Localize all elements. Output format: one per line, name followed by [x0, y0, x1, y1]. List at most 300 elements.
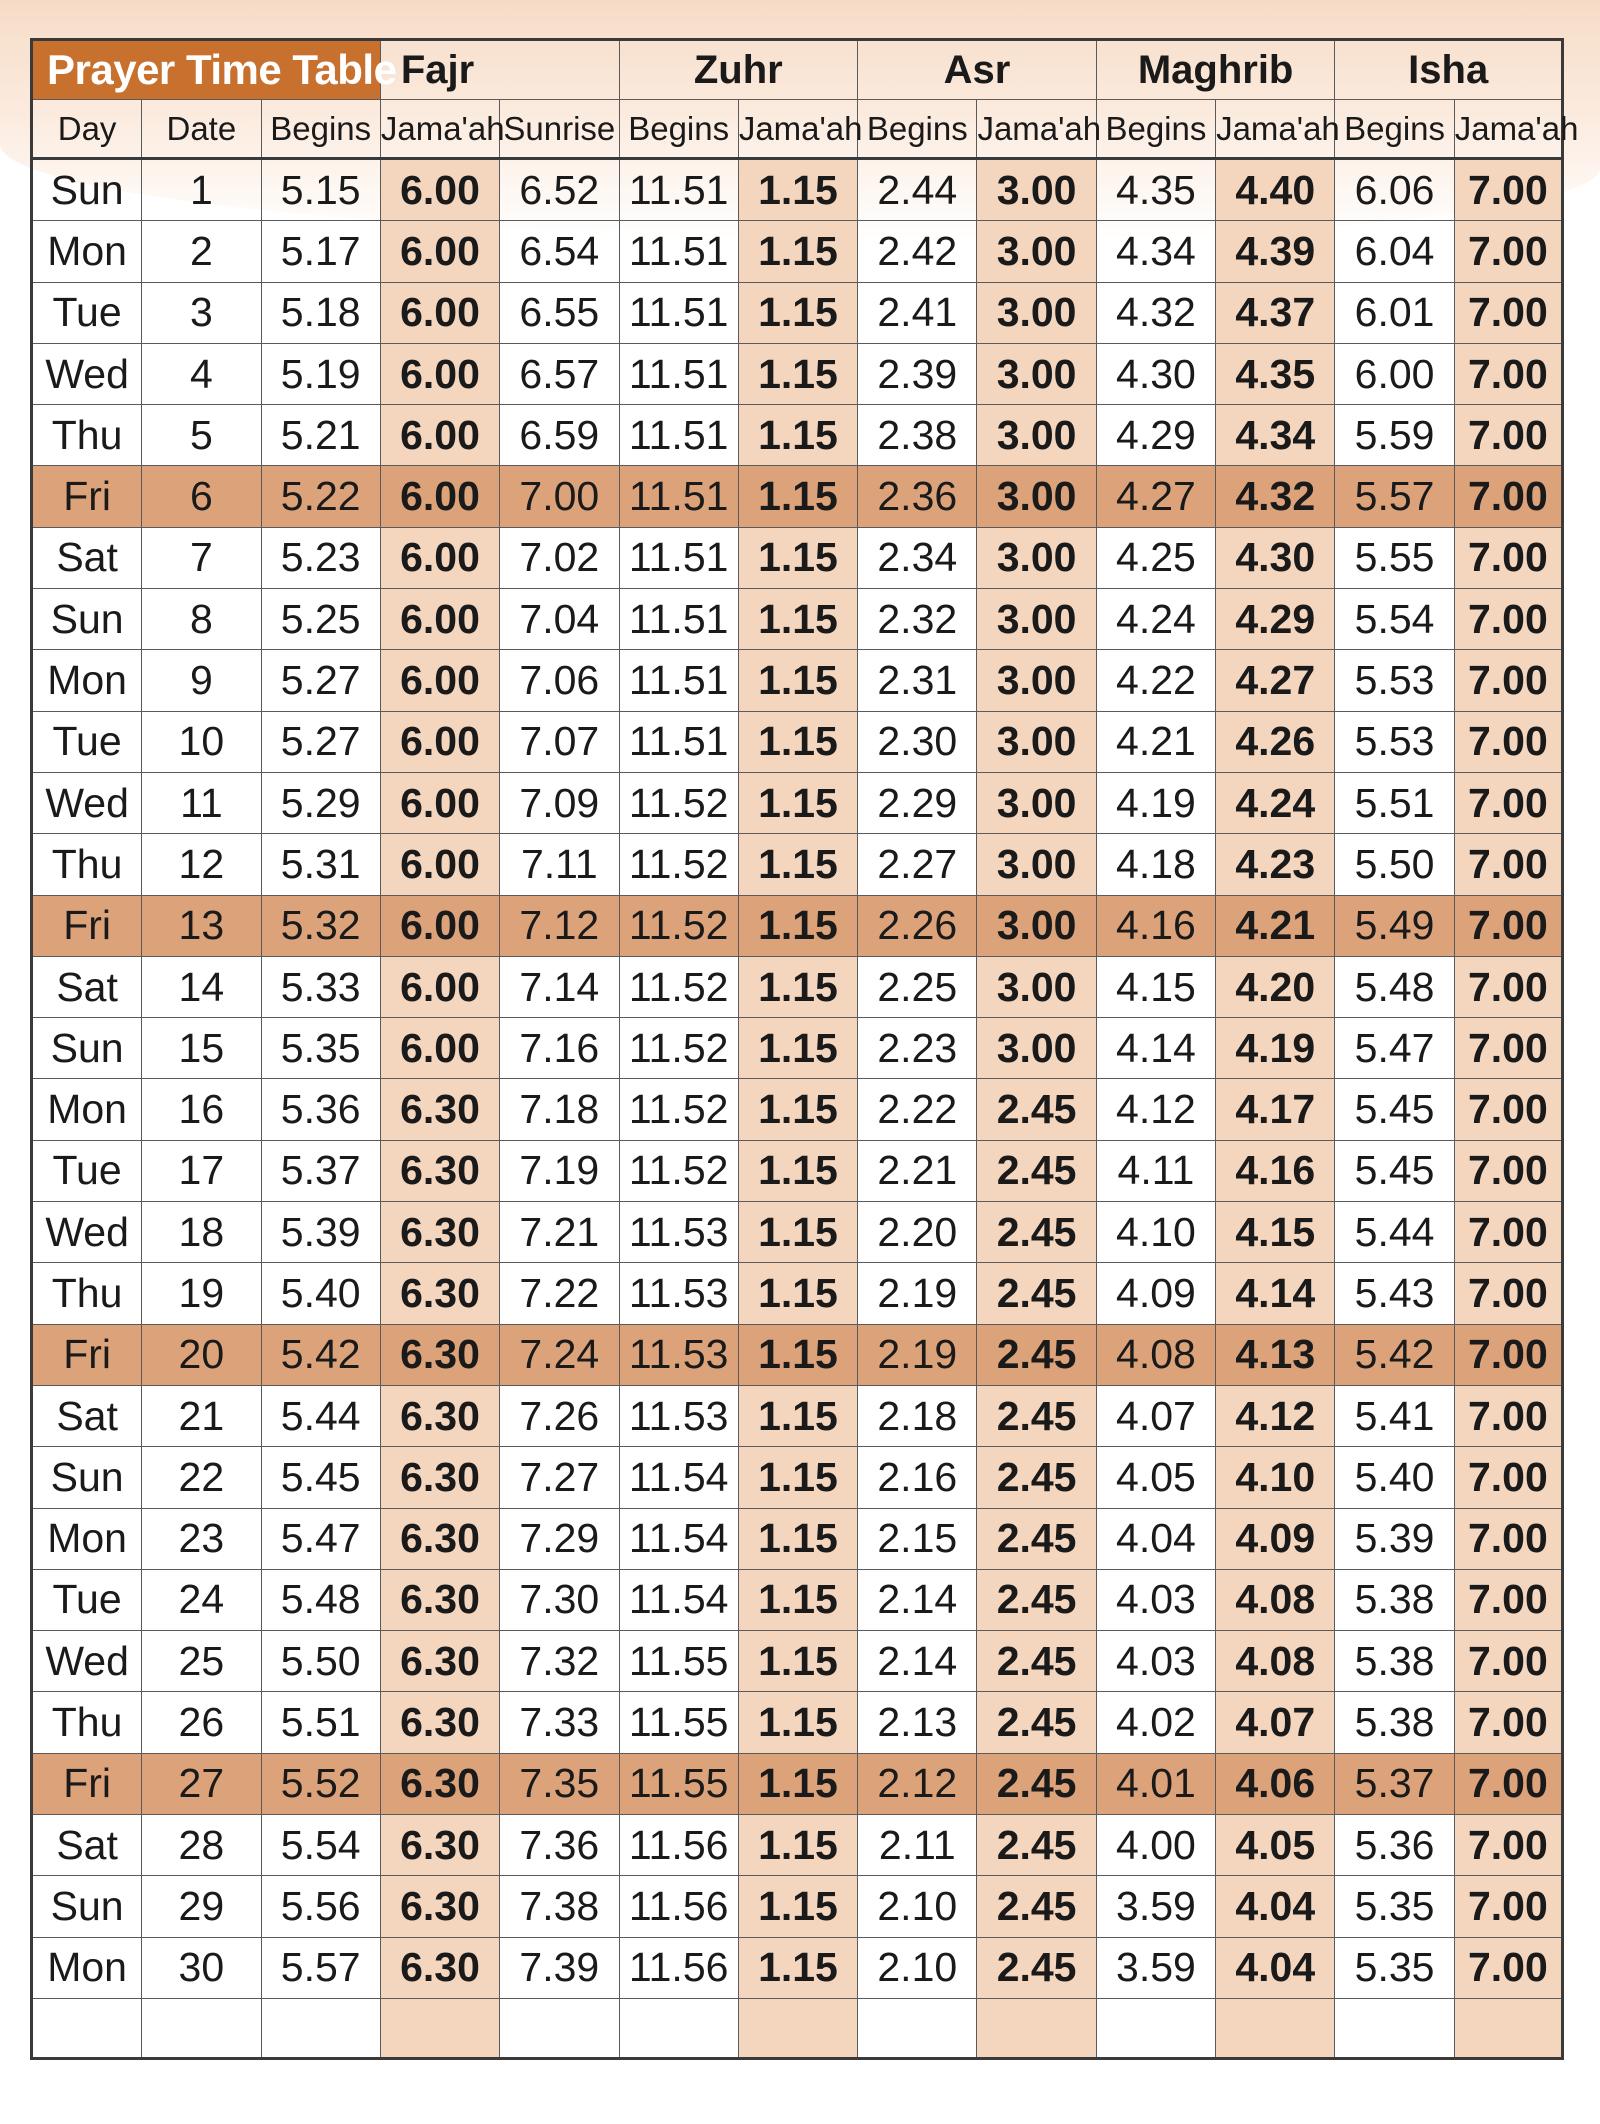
cell-fajr-begins: 5.15: [261, 159, 380, 221]
cell-fajr-begins: 5.27: [261, 650, 380, 711]
cell-fajr-jamaah: 6.00: [380, 527, 499, 588]
cell-maghrib-jamaah: 4.39: [1216, 221, 1335, 282]
cell-asr-begins: 2.15: [858, 1508, 977, 1569]
cell-sunrise: 7.38: [500, 1876, 619, 1937]
cell-asr-begins: 2.22: [858, 1079, 977, 1140]
cell-maghrib-jamaah: 4.12: [1216, 1385, 1335, 1446]
cell-maghrib-jamaah: 4.26: [1216, 711, 1335, 772]
cell-asr-begins: 2.23: [858, 1018, 977, 1079]
cell-zuhr-begins: 11.54: [619, 1508, 738, 1569]
cell-zuhr-begins: 11.56: [619, 1937, 738, 1998]
cell-zuhr-begins: 11.51: [619, 527, 738, 588]
cell-sunrise: 7.07: [500, 711, 619, 772]
cell-fajr-jamaah: 6.00: [380, 772, 499, 833]
table-row: [32, 159, 1563, 221]
cell-date: 9: [142, 650, 261, 711]
cell-day: Thu: [32, 405, 142, 466]
cell-zuhr-begins: 11.56: [619, 1876, 738, 1937]
cell-day: Tue: [32, 1569, 142, 1630]
cell-zuhr-begins: 11.52: [619, 895, 738, 956]
cell-zuhr-begins: 11.51: [619, 221, 738, 282]
cell-maghrib-begins: 4.29: [1096, 405, 1215, 466]
cell-isha-begins: 5.50: [1335, 834, 1454, 895]
cell-maghrib-jamaah: 4.07: [1216, 1692, 1335, 1753]
cell-date: 3: [142, 282, 261, 343]
table-row: [32, 772, 1563, 833]
cell-day: Mon: [32, 1079, 142, 1140]
table-title: Prayer Time Table: [32, 40, 381, 100]
col-isha-begins: Begins: [1335, 100, 1454, 159]
empty-cell: [32, 1998, 142, 2058]
table-row: [32, 1815, 1563, 1876]
cell-maghrib-begins: 4.25: [1096, 527, 1215, 588]
cell-day: Fri: [32, 1324, 142, 1385]
cell-asr-jamaah: 3.00: [977, 834, 1096, 895]
cell-isha-begins: 5.44: [1335, 1202, 1454, 1263]
cell-isha-jamaah: 7.00: [1454, 1692, 1562, 1753]
cell-maghrib-jamaah: 4.27: [1216, 650, 1335, 711]
table-row: [32, 1324, 1563, 1385]
cell-fajr-jamaah: 6.00: [380, 221, 499, 282]
cell-fajr-jamaah: 6.30: [380, 1753, 499, 1814]
cell-fajr-jamaah: 6.00: [380, 895, 499, 956]
cell-asr-begins: 2.11: [858, 1815, 977, 1876]
cell-zuhr-jamaah: 1.15: [738, 159, 857, 221]
cell-maghrib-begins: 4.19: [1096, 772, 1215, 833]
cell-isha-begins: 5.48: [1335, 956, 1454, 1017]
cell-date: 26: [142, 1692, 261, 1753]
cell-zuhr-jamaah: 1.15: [738, 895, 857, 956]
cell-asr-jamaah: 2.45: [977, 1692, 1096, 1753]
cell-asr-jamaah: 3.00: [977, 1018, 1096, 1079]
prayer-isha-header: Isha: [1335, 40, 1563, 100]
col-isha-jamaah: Jama'ah: [1454, 100, 1562, 159]
cell-date: 7: [142, 527, 261, 588]
cell-asr-jamaah: 3.00: [977, 221, 1096, 282]
cell-zuhr-begins: 11.52: [619, 1079, 738, 1140]
prayer-maghrib-header: Maghrib: [1096, 40, 1335, 100]
cell-day: Sun: [32, 1447, 142, 1508]
cell-fajr-jamaah: 6.00: [380, 466, 499, 527]
cell-zuhr-jamaah: 1.15: [738, 527, 857, 588]
cell-date: 17: [142, 1140, 261, 1201]
cell-fajr-jamaah: 6.30: [380, 1385, 499, 1446]
cell-fajr-jamaah: 6.00: [380, 343, 499, 404]
cell-date: 10: [142, 711, 261, 772]
cell-maghrib-jamaah: 4.23: [1216, 834, 1335, 895]
cell-maghrib-begins: 4.27: [1096, 466, 1215, 527]
cell-asr-begins: 2.13: [858, 1692, 977, 1753]
cell-maghrib-jamaah: 4.37: [1216, 282, 1335, 343]
cell-sunrise: 7.32: [500, 1631, 619, 1692]
cell-date: 13: [142, 895, 261, 956]
cell-fajr-jamaah: 6.30: [380, 1569, 499, 1630]
cell-date: 18: [142, 1202, 261, 1263]
cell-isha-begins: 5.38: [1335, 1569, 1454, 1630]
cell-zuhr-jamaah: 1.15: [738, 1385, 857, 1446]
cell-date: 14: [142, 956, 261, 1017]
col-day: Day: [32, 100, 142, 159]
cell-fajr-begins: 5.48: [261, 1569, 380, 1630]
cell-isha-begins: 5.43: [1335, 1263, 1454, 1324]
cell-maghrib-begins: 4.32: [1096, 282, 1215, 343]
cell-asr-begins: 2.19: [858, 1263, 977, 1324]
cell-zuhr-jamaah: 1.15: [738, 1876, 857, 1937]
cell-maghrib-begins: 4.01: [1096, 1753, 1215, 1814]
cell-isha-begins: 5.55: [1335, 527, 1454, 588]
cell-asr-begins: 2.14: [858, 1569, 977, 1630]
cell-asr-begins: 2.31: [858, 650, 977, 711]
cell-zuhr-jamaah: 1.15: [738, 650, 857, 711]
prayer-asr-header: Asr: [858, 40, 1097, 100]
cell-isha-jamaah: 7.00: [1454, 1263, 1562, 1324]
table-row: [32, 834, 1563, 895]
cell-maghrib-jamaah: 4.13: [1216, 1324, 1335, 1385]
cell-fajr-begins: 5.19: [261, 343, 380, 404]
cell-fajr-jamaah: 6.00: [380, 711, 499, 772]
cell-date: 20: [142, 1324, 261, 1385]
cell-sunrise: 7.29: [500, 1508, 619, 1569]
cell-asr-jamaah: 3.00: [977, 772, 1096, 833]
cell-asr-jamaah: 2.45: [977, 1263, 1096, 1324]
cell-fajr-begins: 5.50: [261, 1631, 380, 1692]
cell-asr-begins: 2.29: [858, 772, 977, 833]
col-maghrib-begins: Begins: [1096, 100, 1215, 159]
cell-maghrib-jamaah: 4.19: [1216, 1018, 1335, 1079]
cell-zuhr-jamaah: 1.15: [738, 221, 857, 282]
empty-cell: [619, 1998, 738, 2058]
cell-date: 6: [142, 466, 261, 527]
cell-day: Mon: [32, 650, 142, 711]
cell-isha-begins: 5.45: [1335, 1140, 1454, 1201]
cell-isha-jamaah: 7.00: [1454, 282, 1562, 343]
cell-isha-jamaah: 7.00: [1454, 956, 1562, 1017]
cell-asr-jamaah: 2.45: [977, 1385, 1096, 1446]
table-row: [32, 1263, 1563, 1324]
cell-zuhr-jamaah: 1.15: [738, 343, 857, 404]
cell-fajr-begins: 5.23: [261, 527, 380, 588]
cell-fajr-jamaah: 6.30: [380, 1324, 499, 1385]
table-row: [32, 1508, 1563, 1569]
cell-isha-begins: 6.01: [1335, 282, 1454, 343]
cell-zuhr-begins: 11.55: [619, 1631, 738, 1692]
cell-sunrise: 7.26: [500, 1385, 619, 1446]
table-row: [32, 1692, 1563, 1753]
cell-zuhr-begins: 11.52: [619, 956, 738, 1017]
cell-isha-begins: 5.41: [1335, 1385, 1454, 1446]
cell-asr-jamaah: 3.00: [977, 650, 1096, 711]
cell-fajr-jamaah: 6.30: [380, 1631, 499, 1692]
cell-zuhr-jamaah: 1.15: [738, 589, 857, 650]
cell-sunrise: 7.22: [500, 1263, 619, 1324]
cell-zuhr-jamaah: 1.15: [738, 1018, 857, 1079]
empty-cell: [1216, 1998, 1335, 2058]
cell-isha-jamaah: 7.00: [1454, 1569, 1562, 1630]
cell-isha-jamaah: 7.00: [1454, 1385, 1562, 1446]
table-row: [32, 1447, 1563, 1508]
cell-isha-jamaah: 7.00: [1454, 159, 1562, 221]
cell-maghrib-begins: 4.34: [1096, 221, 1215, 282]
cell-sunrise: 6.52: [500, 159, 619, 221]
cell-fajr-begins: 5.32: [261, 895, 380, 956]
cell-day: Fri: [32, 895, 142, 956]
cell-day: Sat: [32, 956, 142, 1017]
cell-isha-jamaah: 7.00: [1454, 343, 1562, 404]
table-row: [32, 221, 1563, 282]
cell-asr-begins: 2.10: [858, 1937, 977, 1998]
cell-zuhr-begins: 11.51: [619, 650, 738, 711]
cell-sunrise: 7.24: [500, 1324, 619, 1385]
cell-zuhr-begins: 11.54: [619, 1569, 738, 1630]
cell-isha-begins: 5.42: [1335, 1324, 1454, 1385]
cell-asr-begins: 2.42: [858, 221, 977, 282]
col-maghrib-jamaah: Jama'ah: [1216, 100, 1335, 159]
cell-date: 23: [142, 1508, 261, 1569]
cell-maghrib-jamaah: 4.05: [1216, 1815, 1335, 1876]
cell-day: Mon: [32, 221, 142, 282]
cell-fajr-begins: 5.57: [261, 1937, 380, 1998]
cell-asr-jamaah: 3.00: [977, 343, 1096, 404]
cell-zuhr-jamaah: 1.15: [738, 405, 857, 466]
cell-maghrib-jamaah: 4.16: [1216, 1140, 1335, 1201]
cell-sunrise: 7.36: [500, 1815, 619, 1876]
cell-maghrib-jamaah: 4.34: [1216, 405, 1335, 466]
empty-cell: [977, 1998, 1096, 2058]
cell-isha-begins: 5.38: [1335, 1631, 1454, 1692]
cell-asr-jamaah: 2.45: [977, 1140, 1096, 1201]
empty-cell: [1335, 1998, 1454, 2058]
table-row: [32, 1079, 1563, 1140]
cell-asr-jamaah: 2.45: [977, 1815, 1096, 1876]
cell-maghrib-jamaah: 4.24: [1216, 772, 1335, 833]
cell-maghrib-begins: 4.02: [1096, 1692, 1215, 1753]
cell-isha-begins: 5.35: [1335, 1937, 1454, 1998]
cell-fajr-jamaah: 6.30: [380, 1447, 499, 1508]
cell-day: Sat: [32, 1385, 142, 1446]
cell-date: 27: [142, 1753, 261, 1814]
cell-sunrise: 7.19: [500, 1140, 619, 1201]
cell-asr-begins: 2.12: [858, 1753, 977, 1814]
cell-maghrib-begins: 4.16: [1096, 895, 1215, 956]
cell-isha-begins: 5.36: [1335, 1815, 1454, 1876]
cell-fajr-jamaah: 6.30: [380, 1937, 499, 1998]
cell-zuhr-jamaah: 1.15: [738, 1079, 857, 1140]
cell-isha-jamaah: 7.00: [1454, 834, 1562, 895]
cell-fajr-begins: 5.45: [261, 1447, 380, 1508]
cell-zuhr-jamaah: 1.15: [738, 1324, 857, 1385]
cell-day: Sun: [32, 159, 142, 221]
cell-date: 30: [142, 1937, 261, 1998]
cell-zuhr-jamaah: 1.15: [738, 1815, 857, 1876]
cell-sunrise: 7.39: [500, 1937, 619, 1998]
cell-asr-jamaah: 3.00: [977, 282, 1096, 343]
cell-fajr-jamaah: 6.00: [380, 834, 499, 895]
cell-asr-begins: 2.10: [858, 1876, 977, 1937]
cell-maghrib-begins: 4.22: [1096, 650, 1215, 711]
table-row: [32, 1631, 1563, 1692]
cell-day: Mon: [32, 1937, 142, 1998]
cell-day: Tue: [32, 1140, 142, 1201]
cell-asr-jamaah: 2.45: [977, 1202, 1096, 1263]
cell-day: Sun: [32, 1018, 142, 1079]
cell-fajr-jamaah: 6.30: [380, 1692, 499, 1753]
cell-isha-jamaah: 7.00: [1454, 1631, 1562, 1692]
cell-isha-begins: 5.54: [1335, 589, 1454, 650]
cell-zuhr-begins: 11.55: [619, 1692, 738, 1753]
cell-day: Wed: [32, 1202, 142, 1263]
table-row: [32, 1937, 1563, 1998]
empty-cell: [858, 1998, 977, 2058]
cell-isha-jamaah: 7.00: [1454, 589, 1562, 650]
cell-day: Sat: [32, 527, 142, 588]
cell-fajr-begins: 5.54: [261, 1815, 380, 1876]
table-row: [32, 527, 1563, 588]
empty-cell: [738, 1998, 857, 2058]
cell-zuhr-begins: 11.53: [619, 1385, 738, 1446]
cell-asr-jamaah: 2.45: [977, 1753, 1096, 1814]
cell-maghrib-jamaah: 4.20: [1216, 956, 1335, 1017]
table-row: [32, 1753, 1563, 1814]
table-row: [32, 895, 1563, 956]
cell-fajr-jamaah: 6.00: [380, 650, 499, 711]
cell-maghrib-begins: 4.18: [1096, 834, 1215, 895]
cell-maghrib-jamaah: 4.21: [1216, 895, 1335, 956]
cell-day: Wed: [32, 343, 142, 404]
cell-fajr-jamaah: 6.00: [380, 1018, 499, 1079]
table-row: [32, 956, 1563, 1017]
cell-fajr-begins: 5.29: [261, 772, 380, 833]
col-asr-jamaah: Jama'ah: [977, 100, 1096, 159]
cell-maghrib-jamaah: 4.15: [1216, 1202, 1335, 1263]
cell-isha-begins: 5.45: [1335, 1079, 1454, 1140]
cell-fajr-jamaah: 6.30: [380, 1140, 499, 1201]
cell-zuhr-begins: 11.53: [619, 1324, 738, 1385]
cell-zuhr-jamaah: 1.15: [738, 1692, 857, 1753]
cell-isha-jamaah: 7.00: [1454, 1140, 1562, 1201]
cell-sunrise: 7.00: [500, 466, 619, 527]
cell-sunrise: 7.14: [500, 956, 619, 1017]
cell-zuhr-begins: 11.52: [619, 772, 738, 833]
cell-day: Wed: [32, 772, 142, 833]
cell-maghrib-jamaah: 4.08: [1216, 1631, 1335, 1692]
empty-cell: [1454, 1998, 1562, 2058]
cell-maghrib-jamaah: 4.35: [1216, 343, 1335, 404]
cell-fajr-jamaah: 6.30: [380, 1202, 499, 1263]
table-row: [32, 1876, 1563, 1937]
cell-fajr-begins: 5.44: [261, 1385, 380, 1446]
cell-asr-begins: 2.25: [858, 956, 977, 1017]
cell-fajr-jamaah: 6.30: [380, 1079, 499, 1140]
cell-maghrib-jamaah: 4.29: [1216, 589, 1335, 650]
cell-zuhr-jamaah: 1.15: [738, 1447, 857, 1508]
cell-zuhr-begins: 11.51: [619, 282, 738, 343]
cell-isha-begins: 5.51: [1335, 772, 1454, 833]
cell-day: Thu: [32, 1692, 142, 1753]
cell-date: 24: [142, 1569, 261, 1630]
cell-asr-jamaah: 2.45: [977, 1508, 1096, 1569]
cell-zuhr-jamaah: 1.15: [738, 1140, 857, 1201]
col-zuhr-begins: Begins: [619, 100, 738, 159]
cell-isha-begins: 5.57: [1335, 466, 1454, 527]
cell-maghrib-begins: 4.30: [1096, 343, 1215, 404]
cell-zuhr-jamaah: 1.15: [738, 1508, 857, 1569]
cell-fajr-begins: 5.31: [261, 834, 380, 895]
table-row: [32, 1202, 1563, 1263]
cell-isha-jamaah: 7.00: [1454, 1447, 1562, 1508]
cell-day: Thu: [32, 1263, 142, 1324]
cell-maghrib-begins: 4.08: [1096, 1324, 1215, 1385]
cell-zuhr-begins: 11.51: [619, 589, 738, 650]
cell-isha-begins: 6.04: [1335, 221, 1454, 282]
cell-maghrib-jamaah: 4.32: [1216, 466, 1335, 527]
cell-asr-jamaah: 2.45: [977, 1937, 1096, 1998]
col-zuhr-jamaah: Jama'ah: [738, 100, 857, 159]
cell-fajr-jamaah: 6.00: [380, 282, 499, 343]
cell-isha-begins: 5.39: [1335, 1508, 1454, 1569]
cell-maghrib-begins: 3.59: [1096, 1876, 1215, 1937]
cell-fajr-begins: 5.33: [261, 956, 380, 1017]
cell-isha-begins: 5.59: [1335, 405, 1454, 466]
cell-zuhr-jamaah: 1.15: [738, 1263, 857, 1324]
cell-fajr-jamaah: 6.00: [380, 589, 499, 650]
cell-fajr-begins: 5.35: [261, 1018, 380, 1079]
cell-zuhr-begins: 11.51: [619, 343, 738, 404]
cell-fajr-jamaah: 6.30: [380, 1508, 499, 1569]
cell-isha-jamaah: 7.00: [1454, 1324, 1562, 1385]
cell-asr-begins: 2.14: [858, 1631, 977, 1692]
col-sunrise: Sunrise: [500, 100, 619, 159]
cell-asr-begins: 2.32: [858, 589, 977, 650]
cell-isha-jamaah: 7.00: [1454, 772, 1562, 833]
timetable-grid: [30, 38, 1579, 2060]
cell-date: 2: [142, 221, 261, 282]
cell-maghrib-jamaah: 4.40: [1216, 159, 1335, 221]
cell-isha-jamaah: 7.00: [1454, 405, 1562, 466]
cell-asr-jamaah: 2.45: [977, 1324, 1096, 1385]
table-row: [32, 343, 1563, 404]
cell-asr-begins: 2.38: [858, 405, 977, 466]
cell-zuhr-jamaah: 1.15: [738, 1753, 857, 1814]
col-date: Date: [142, 100, 261, 159]
cell-zuhr-jamaah: 1.15: [738, 282, 857, 343]
cell-date: 12: [142, 834, 261, 895]
cell-zuhr-jamaah: 1.15: [738, 956, 857, 1017]
cell-sunrise: 6.55: [500, 282, 619, 343]
cell-isha-jamaah: 7.00: [1454, 466, 1562, 527]
empty-cell: [380, 1998, 499, 2058]
cell-fajr-begins: 5.56: [261, 1876, 380, 1937]
cell-day: Sat: [32, 1815, 142, 1876]
cell-asr-jamaah: 2.45: [977, 1876, 1096, 1937]
cell-date: 19: [142, 1263, 261, 1324]
cell-maghrib-jamaah: 4.17: [1216, 1079, 1335, 1140]
cell-sunrise: 7.06: [500, 650, 619, 711]
cell-isha-jamaah: 7.00: [1454, 1815, 1562, 1876]
cell-isha-jamaah: 7.00: [1454, 1937, 1562, 1998]
col-asr-begins: Begins: [858, 100, 977, 159]
cell-isha-begins: 5.53: [1335, 650, 1454, 711]
cell-isha-jamaah: 7.00: [1454, 527, 1562, 588]
cell-fajr-jamaah: 6.30: [380, 1815, 499, 1876]
cell-zuhr-jamaah: 1.15: [738, 711, 857, 772]
cell-date: 5: [142, 405, 261, 466]
cell-asr-jamaah: 3.00: [977, 711, 1096, 772]
cell-isha-begins: 5.35: [1335, 1876, 1454, 1937]
cell-date: 11: [142, 772, 261, 833]
cell-date: 4: [142, 343, 261, 404]
cell-zuhr-begins: 11.55: [619, 1753, 738, 1814]
cell-fajr-begins: 5.27: [261, 711, 380, 772]
